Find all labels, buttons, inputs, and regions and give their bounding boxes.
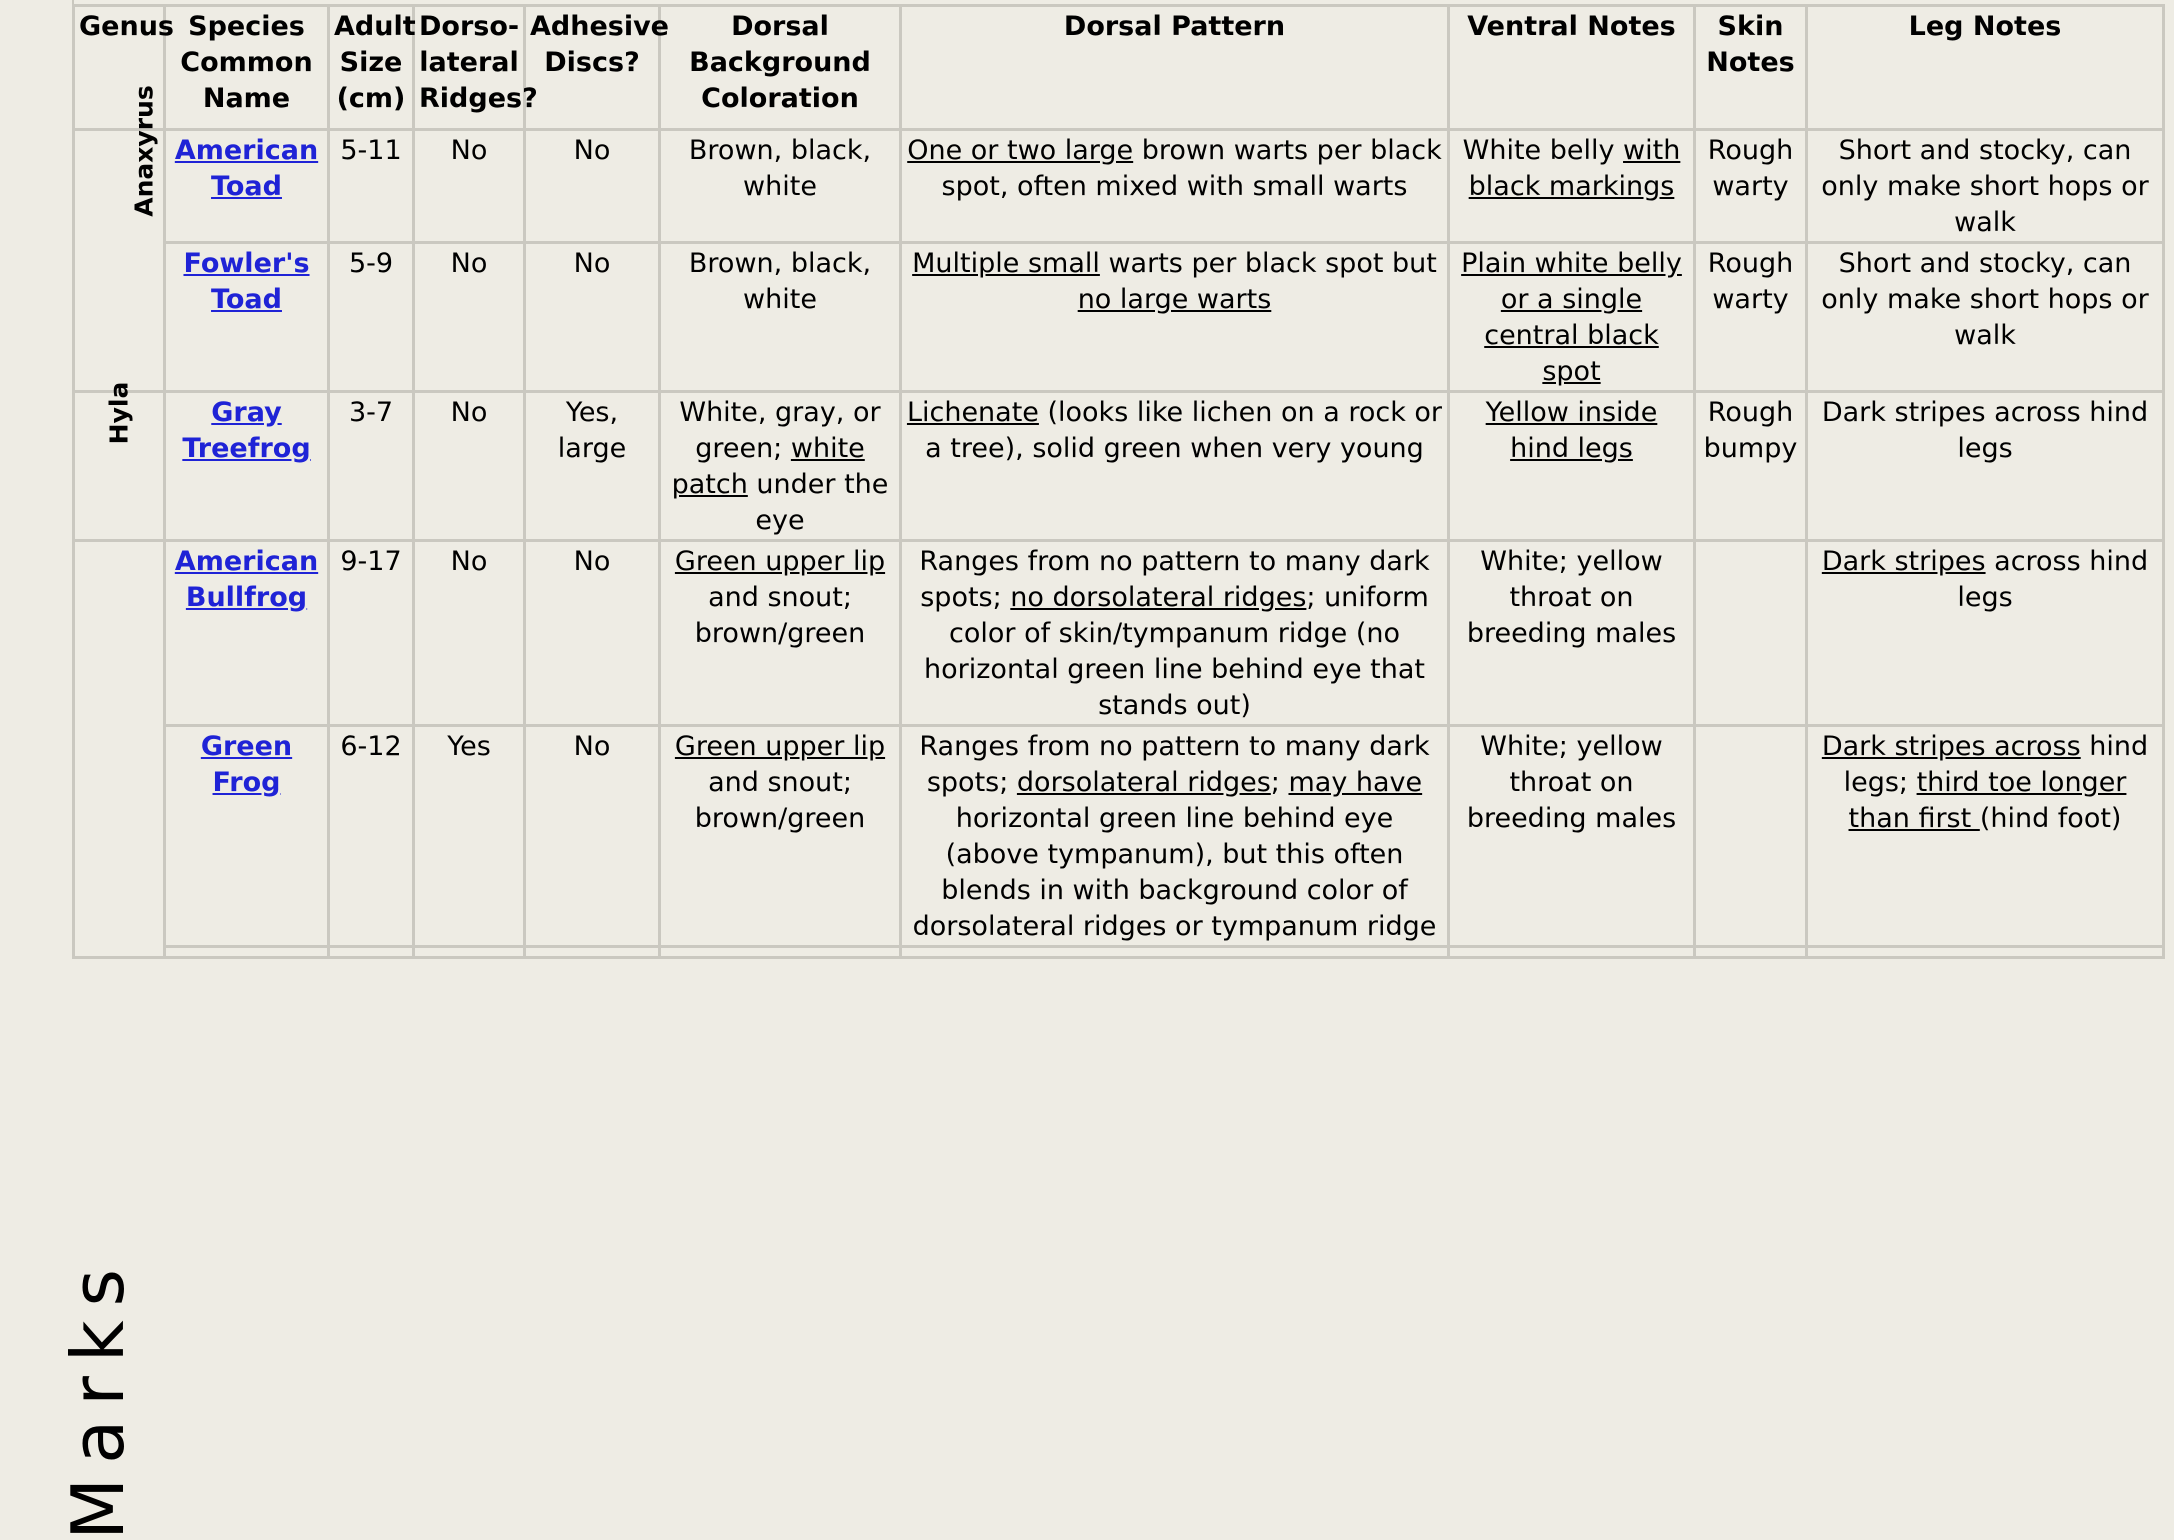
- header-row: [74, 6, 2164, 130]
- pattern-text: (looks like lichen on a rock or a tree), solid green when very young: [925, 397, 1443, 464]
- species-cell: [165, 243, 329, 392]
- pattern-text: Ranges from no pattern to many dark spots;: [919, 546, 1430, 613]
- species-link-fowlers-toad[interactable]: Fowler's Toad: [183, 248, 310, 315]
- table-row: [74, 130, 2164, 243]
- pattern-underlined: dorsolateral ridges: [1016, 767, 1271, 798]
- header-ventral: Ventral Notes: [1449, 6, 1695, 130]
- pattern-underlined: no dorsolateral ridges: [1010, 582, 1307, 613]
- header-ridges: Dorso-lateral Ridges?: [414, 6, 525, 130]
- header-background: Dorsal Background Coloration: [660, 6, 901, 130]
- header-discs: Adhesive Discs?: [525, 6, 660, 130]
- pattern-underlined: Lichenate: [906, 397, 1039, 428]
- ventral-text: White belly: [1462, 135, 1624, 166]
- cell-partial: [1695, 947, 1807, 958]
- pattern-underlined: One or two large: [907, 135, 1134, 166]
- skin-cell: [1695, 541, 1807, 726]
- side-title-text: Marks: [56, 1254, 140, 1540]
- leg-cell: Short and stocky, can only make short hops or walk: [1807, 130, 2164, 243]
- leg-text: across hind legs: [1957, 546, 2149, 613]
- species-link-gray-treefrog[interactable]: Gray Treefrog: [182, 397, 311, 464]
- frog-identification-table: [72, 4, 2165, 959]
- size-cell: 5-9: [329, 243, 414, 392]
- pattern-text: warts per black spot but: [1099, 248, 1437, 279]
- size-cell: 3-7: [329, 392, 414, 541]
- leg-cell: [1807, 541, 2164, 726]
- cell-partial: [1449, 947, 1695, 958]
- cell-partial: [414, 947, 525, 958]
- background-cell: Brown, black, white: [660, 130, 901, 243]
- background-text: and snout; brown/green: [694, 582, 866, 649]
- background-text: under the eye: [747, 469, 889, 536]
- pattern-cell: [901, 392, 1449, 541]
- table-row-partial: [74, 947, 2164, 958]
- pattern-underlined: Multiple small: [912, 248, 1100, 279]
- genus-label: Hyla: [103, 381, 133, 445]
- pattern-text: horizontal green line behind eye (above tympanum), but this often blends in with background color of dorsolateral ridges or tympanum ridge: [912, 803, 1437, 942]
- genus-cell-hyla: [74, 381, 165, 541]
- skin-cell: Rough warty: [1695, 130, 1807, 243]
- discs-cell: No: [525, 726, 660, 947]
- species-link-green-frog[interactable]: Green Frog: [200, 731, 293, 798]
- pattern-underlined: no large warts: [1077, 284, 1272, 315]
- leg-cell: Short and stocky, can only make short hops or walk: [1807, 243, 2164, 392]
- cell-partial: [660, 947, 901, 958]
- cell-partial: [329, 947, 414, 958]
- pattern-cell: [901, 726, 1449, 947]
- pattern-text: ; uniform color of skin/tympanum ridge (no horizontal green line behind eye that stands out): [924, 582, 1429, 721]
- species-cell: [165, 392, 329, 541]
- background-cell: [660, 726, 901, 947]
- header-size: Adult Size (cm): [329, 6, 414, 130]
- header-leg: Leg Notes: [1807, 6, 2164, 130]
- skin-cell: Rough bumpy: [1695, 392, 1807, 541]
- background-cell: [660, 392, 901, 541]
- pattern-underlined: may have: [1288, 767, 1423, 798]
- cell-partial: [165, 947, 329, 958]
- genus-cell-lithobates: [74, 541, 165, 958]
- leg-cell: [1807, 726, 2164, 947]
- leg-underlined: third toe longer than first: [1848, 767, 2127, 834]
- table-row: [74, 392, 2164, 541]
- discs-cell: No: [525, 130, 660, 243]
- leg-text: (hind foot): [1979, 803, 2122, 834]
- cell-partial: [525, 947, 660, 958]
- header-skin: Skin Notes: [1695, 6, 1807, 130]
- ventral-cell: [1449, 130, 1695, 243]
- header-species: Species Common Name: [165, 6, 329, 130]
- pattern-text: Ranges from no pattern to many dark spots;: [919, 731, 1430, 798]
- species-cell: [165, 726, 329, 947]
- discs-cell: No: [525, 541, 660, 726]
- genus-label: Anaxyrus: [129, 85, 159, 217]
- ridges-cell: No: [414, 243, 525, 392]
- table-row: [74, 726, 2164, 947]
- discs-cell: Yes, large: [525, 392, 660, 541]
- background-cell: Brown, black, white: [660, 243, 901, 392]
- background-underlined: white patch: [671, 433, 865, 500]
- size-cell: 9-17: [329, 541, 414, 726]
- size-cell: 5-11: [329, 130, 414, 243]
- ventral-underlined: Yellow inside hind legs: [1485, 397, 1658, 464]
- species-link-american-bullfrog[interactable]: American Bullfrog: [174, 546, 319, 613]
- ridges-cell: No: [414, 541, 525, 726]
- pattern-text: brown warts per black spot, often mixed with small warts: [941, 135, 1442, 202]
- pattern-text: ;: [1270, 767, 1289, 798]
- pattern-cell: [901, 130, 1449, 243]
- ventral-cell: White; yellow throat on breeding males: [1449, 541, 1695, 726]
- leg-underlined: Dark stripes: [1821, 546, 1986, 577]
- size-cell: 6-12: [329, 726, 414, 947]
- ridges-cell: No: [414, 392, 525, 541]
- table-row: [74, 243, 2164, 392]
- ridges-cell: No: [414, 130, 525, 243]
- discs-cell: No: [525, 243, 660, 392]
- header-pattern: Dorsal Pattern: [901, 6, 1449, 130]
- ventral-cell: White; yellow throat on breeding males: [1449, 726, 1695, 947]
- background-cell: [660, 541, 901, 726]
- table-row: [74, 541, 2164, 726]
- skin-cell: Rough warty: [1695, 243, 1807, 392]
- leg-text: hind legs;: [1843, 731, 2149, 798]
- ventral-underlined: Plain white belly or a single central black spot: [1461, 248, 1682, 387]
- species-link-american-toad[interactable]: American Toad: [174, 135, 319, 202]
- ventral-underlined: with black markings: [1468, 135, 1681, 202]
- cell-partial: [901, 947, 1449, 958]
- background-underlined: Green upper lip: [674, 731, 886, 762]
- header-genus: Genus: [74, 6, 165, 130]
- genus-cell-anaxyrus: [74, 85, 165, 392]
- pattern-cell: [901, 541, 1449, 726]
- pattern-cell: [901, 243, 1449, 392]
- background-text: and snout; brown/green: [694, 767, 866, 834]
- leg-underlined: Dark stripes across: [1821, 731, 2081, 762]
- background-underlined: Green upper lip: [674, 546, 886, 577]
- ventral-cell: [1449, 392, 1695, 541]
- cell-partial: [1807, 947, 2164, 958]
- species-cell: [165, 130, 329, 243]
- skin-cell: [1695, 726, 1807, 947]
- background-text: White, gray, or green;: [679, 397, 881, 464]
- ridges-cell: Yes: [414, 726, 525, 947]
- species-cell: [165, 541, 329, 726]
- leg-cell: Dark stripes across hind legs: [1807, 392, 2164, 541]
- ventral-cell: [1449, 243, 1695, 392]
